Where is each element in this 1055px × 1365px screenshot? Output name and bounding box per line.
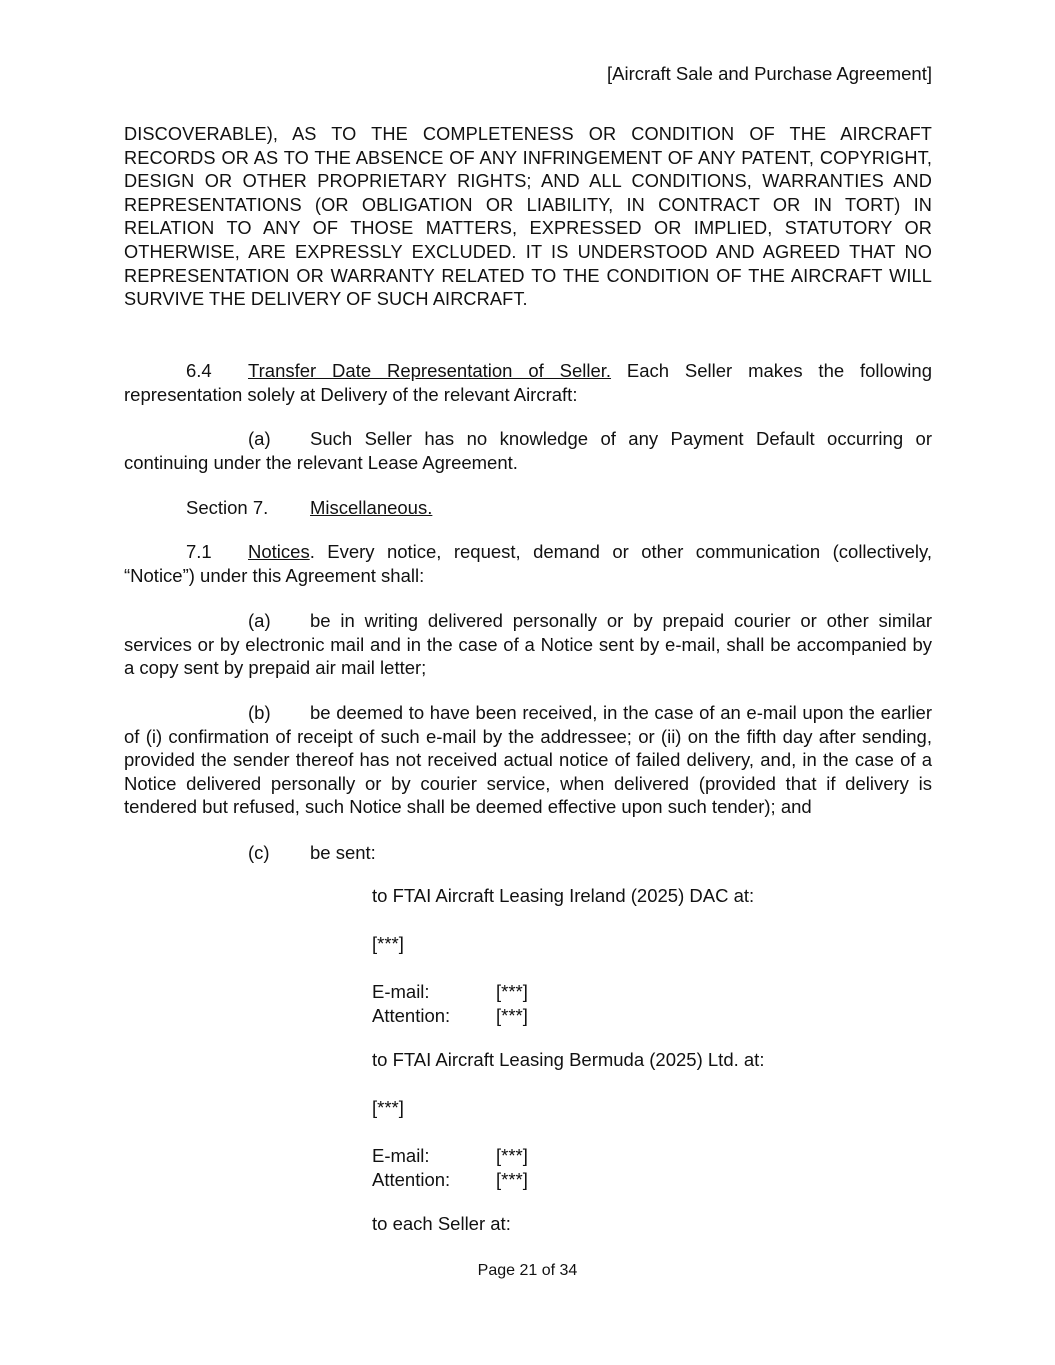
notice-recipient-ireland: to FTAI Aircraft Leasing Ireland (2025) DAC at: [372, 885, 755, 906]
notice-contact-ireland [372, 980, 528, 1027]
continued-paragraph: DISCOVERABLE), AS TO THE COMPLETENESS OR CONDITION OF THE AIRCRAFT RECORDS OR AS TO THE ABSENCE OF ANY INFRINGEMENT OF ANY PATENT, COPYRIGHT, DESIGN OR OTHER PROPRIETARY RIGHTS; AND ALL CONDITIONS, WARRANTIES AND REPRESENTATIONS (OR OBLIGATION OR LIABILITY, IN CONTRACT OR IN TORT) IN RELATION TO ANY OF THOSE MATTERS, EXPRESSED OR IMPLIED, STATUTORY OR OTHERWISE, ARE EXPRESSLY EXCLUDED. IT IS UNDERSTOOD AND AGREED THAT NO REPRESENTATION OR WARRANTY RELATED TO THE CONDITION OF THE AIRCRAFT WILL SURVIVE THE DELIVERY OF SUCH AIRCRAFT. [124, 124, 932, 310]
notice-recipient-bermuda: to FTAI Aircraft Leasing Bermuda (2025) Ltd. at: [372, 1049, 765, 1070]
section-heading: Notices [248, 541, 310, 562]
section-number: 7.1 [186, 541, 212, 562]
section-heading: Transfer Date Representation of Seller. [248, 360, 612, 381]
clause-label: (a) [248, 610, 271, 631]
clause-text: be deemed to have been received, in the case of an e-mail upon the earlier of (i) confirmation of receipt of such e-mail by the addressee; or (ii) on the fifth day after sending, provided the sender thereof has not received actual notice of failed delivery, and, in the case of a Notice delivered personally or by courier service, when delivered (provided that if delivery is tendered but refused, such Notice shall be deemed effective upon such tender); and [124, 702, 932, 817]
notice-address-bermuda: [***] [372, 1097, 404, 1118]
clause-text: Such Seller has no knowledge of any Payment Default occurring or continuing under the relevant Lease Agreement. [124, 428, 932, 473]
email-value: [***] [496, 1145, 528, 1166]
clause-6-4-a [124, 427, 932, 474]
email-label: E-mail: [372, 981, 430, 1002]
section-text: Each Seller makes the following representation solely at Delivery of the relevant Aircraft: [124, 360, 932, 405]
attention-value: [***] [496, 1168, 528, 1190]
section-heading: Miscellaneous. [310, 497, 433, 518]
section-number: Section 7. [186, 497, 269, 518]
clause-text: be sent: [310, 842, 376, 863]
email-row [372, 1144, 528, 1168]
attention-row [372, 1004, 528, 1028]
section-6-4 [124, 359, 932, 406]
clause-7-1-b [124, 701, 932, 819]
section-text: . Every notice, request, demand or other communication (collectively, “Notice”) under this Agreement shall: [124, 541, 932, 586]
clause-7-1-c [124, 841, 932, 865]
notice-contact-bermuda [372, 1144, 528, 1191]
clause-label: (a) [248, 428, 271, 449]
email-value: [***] [496, 981, 528, 1002]
section-7-heading [124, 496, 932, 520]
notice-address-ireland: [***] [372, 933, 404, 954]
section-number: 6.4 [186, 360, 212, 381]
attention-label: Attention: [372, 1004, 451, 1026]
attention-row [372, 1168, 528, 1192]
section-7-1 [124, 540, 932, 587]
attention-value: [***] [496, 1004, 528, 1026]
page-number: Page 21 of 34 [477, 1262, 578, 1279]
clause-label: (c) [248, 842, 270, 863]
attention-label: Attention: [372, 1168, 451, 1190]
email-label: E-mail: [372, 1145, 430, 1166]
clause-7-1-a [124, 609, 932, 680]
clause-label: (b) [248, 702, 271, 723]
notice-recipient-each-seller: to each Seller at: [372, 1213, 511, 1234]
email-row [372, 980, 528, 1004]
clause-text: be in writing delivered personally or by prepaid courier or other similar services or by electronic mail and in the case of a Notice sent by e-mail, shall be accompanied by a copy sent by prepaid air mail letter; [124, 610, 932, 678]
document-header: [Aircraft Sale and Purchase Agreement] [607, 63, 932, 84]
